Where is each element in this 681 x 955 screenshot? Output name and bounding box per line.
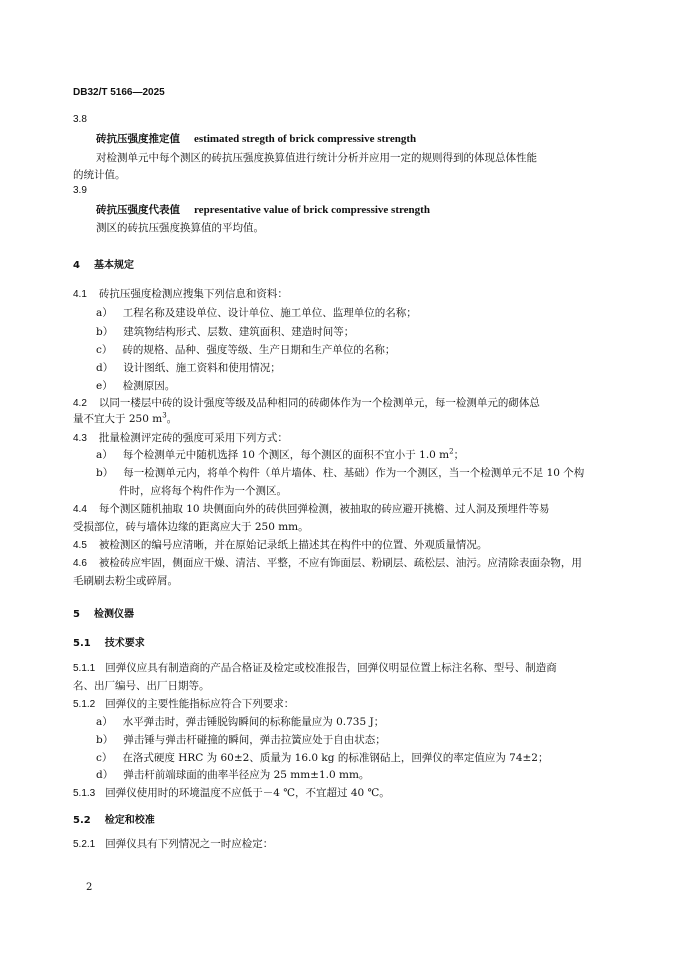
- list-text: 砖的规格、品种、强度等级、生产日期和生产单位的名称；: [122, 344, 396, 356]
- clause-text-cont: 毛刷刷去粉尘或碎屑。: [73, 575, 178, 587]
- term-definition: 测区的砖抗压强度换算值的平均值。: [96, 222, 264, 234]
- list-label: c）: [96, 344, 113, 356]
- list-item: [96, 767, 369, 782]
- section-heading: [73, 634, 145, 649]
- list-text: 每个检测单元中随机选择 10 个测区，每个测区的面积不宜小于 1.0 m: [122, 449, 450, 461]
- term-heading: [96, 131, 416, 146]
- clause: [73, 836, 273, 851]
- superscript: 2: [449, 447, 454, 456]
- term-zh: 砖抗压强度代表值: [96, 204, 180, 216]
- clause-text-cont: 受损部位，砖与墙体边缘的距离应大于 250 mm。: [73, 521, 309, 533]
- list-text: 在洛式硬度 HRC 为 60±2、质量为 16.0 kg 的标准钢砧上，回弹仪的率定值应为 74±2；: [122, 752, 549, 764]
- chapter-number: 5: [73, 609, 80, 620]
- clause-text-cont: [73, 411, 177, 426]
- text-span: ；: [453, 449, 465, 461]
- clause-text: 每个测区随机抽取 10 块侧面向外的砖供回弹检测，被抽取的砖应避开挑檐、过人洞及预埋件等易: [98, 503, 550, 515]
- list-text: 水平弹击时，弹击锤脱钩瞬间的标称能量应为 0.735 J；: [122, 716, 385, 728]
- list-label: b）: [96, 326, 114, 338]
- text-span: 。: [166, 413, 178, 425]
- list-text: 设计图纸、施工资料和使用情况；: [123, 362, 281, 374]
- section-number: 5.2: [73, 815, 91, 826]
- clause-text: 回弹仪使用时的环境温度不应低于－4 ℃，不宜超过 40 ℃。: [105, 787, 390, 799]
- chapter-heading: [73, 256, 134, 271]
- list-label: a）: [96, 307, 113, 319]
- clause: [73, 286, 288, 301]
- term-zh: 砖抗压强度推定值: [96, 133, 180, 145]
- list-label: d）: [96, 362, 114, 374]
- list-label: e）: [96, 380, 113, 392]
- text-span: 量不宜大于 250 m: [73, 413, 163, 425]
- clause-text: 回弹仪应具有制造商的产品合格证及检定或校准报告，回弹仪明显位置上标注名称、型号、制造商: [105, 662, 557, 674]
- clause: [73, 537, 487, 552]
- list-item: [96, 750, 549, 765]
- term-definition-cont: 的统计值。: [73, 169, 126, 181]
- list-text: 弹击锤与弹击杆碰撞的瞬间，弹击拉簧应处于自由状态；: [123, 734, 386, 746]
- list-item: [96, 447, 464, 462]
- list-item: [96, 324, 354, 339]
- clause-number: 3.8: [73, 114, 87, 125]
- page-number: 2: [86, 882, 93, 893]
- clause-text-cont: 名、出厂编号、出厂日期等。: [73, 680, 210, 692]
- clause: [73, 696, 294, 711]
- list-label: a）: [96, 449, 113, 461]
- list-text: 检测原因。: [122, 380, 176, 392]
- list-item: [96, 305, 417, 320]
- clause-text: 以同一楼层中砖的设计强度等级及品种相同的砖砌体作为一个检测单元，每一检测单元的砌体总: [98, 397, 540, 409]
- list-item: [96, 714, 384, 729]
- chapter-number: 4: [73, 260, 80, 271]
- list-text: 工程名称及建设单位、设计单位、施工单位、监理单位的名称；: [122, 307, 417, 319]
- chapter-title: 基本规定: [93, 260, 134, 271]
- list-label: c）: [96, 752, 113, 764]
- section-title: 技术要求: [104, 638, 145, 649]
- term-en: estimated stregth of brick compressive strength: [194, 133, 417, 145]
- clause: [73, 430, 288, 445]
- list-item: [96, 465, 584, 480]
- list-item: [96, 360, 281, 375]
- clause-number: 5.1.2: [73, 699, 96, 710]
- clause: [73, 501, 549, 516]
- list-item: [96, 342, 395, 357]
- list-text: 每一检测单元内，将单个构件（单片墙体、柱、基础）作为一个测区，当一个检测单元不足 10 个构: [123, 467, 585, 479]
- list-text: 建筑物结构形式、层数、建筑面积、建造时间等；: [123, 326, 355, 338]
- clause-number: 4.6: [73, 558, 87, 569]
- clause-number: 5.1.3: [73, 788, 96, 799]
- clause-text: 被检测区的编号应清晰，并在原始记录纸上描述其在构件中的位置、外观质量情况。: [98, 539, 488, 551]
- term-en: representative value of brick compressive strength: [194, 204, 430, 216]
- term-definition: 对检测单元中每个测区的砖抗压强度换算值进行统计分析并应用一定的规则得到的体现总体性能: [96, 152, 537, 164]
- clause-number: 3.9: [73, 185, 87, 196]
- superscript: 3: [162, 411, 167, 420]
- clause-text: 回弹仪的主要性能指标应符合下列要求：: [105, 698, 295, 710]
- list-text: 弹击杆前端球面的曲率半径应为 25 mm±1.0 mm。: [123, 769, 370, 781]
- list-text-cont: 件时，应将每个构件作为一个测区。: [119, 485, 287, 497]
- section-number: 5.1: [73, 638, 91, 649]
- clause: [73, 660, 557, 675]
- clause-number: 4.1: [73, 289, 87, 300]
- clause: [73, 785, 390, 800]
- list-label: b）: [96, 467, 114, 479]
- list-label: a）: [96, 716, 113, 728]
- clause-text: 回弹仪具有下列情况之一时应检定：: [105, 838, 274, 850]
- list-item: [96, 378, 175, 393]
- clause-text: 批量检测评定砖的强度可采用下列方式：: [98, 432, 288, 444]
- list-label: b）: [96, 734, 114, 746]
- section-heading: [73, 811, 155, 826]
- clause-text: 被检砖应牢固，侧面应干燥、清洁、平整，不应有饰面层、粉刷层、疏松层、油污。应清除表面杂物，用: [98, 557, 582, 569]
- standard-header: DB32/T 5166—2025: [73, 87, 165, 98]
- clause-number: 4.4: [73, 504, 87, 515]
- chapter-title: 检测仪器: [93, 609, 134, 620]
- clause-number: 4.3: [73, 433, 87, 444]
- chapter-heading: [73, 605, 134, 620]
- clause: [73, 555, 582, 570]
- clause-number: 5.2.1: [73, 839, 96, 850]
- list-label: d）: [96, 769, 114, 781]
- clause: [73, 395, 540, 410]
- clause-number: 4.5: [73, 540, 87, 551]
- clause-number: 4.2: [73, 398, 87, 409]
- section-title: 检定和校准: [104, 815, 155, 826]
- list-item: [96, 732, 386, 747]
- term-heading: [96, 202, 430, 217]
- clause-text: 砖抗压强度检测应搜集下列信息和资料：: [98, 288, 288, 300]
- clause-number: 5.1.1: [73, 663, 96, 674]
